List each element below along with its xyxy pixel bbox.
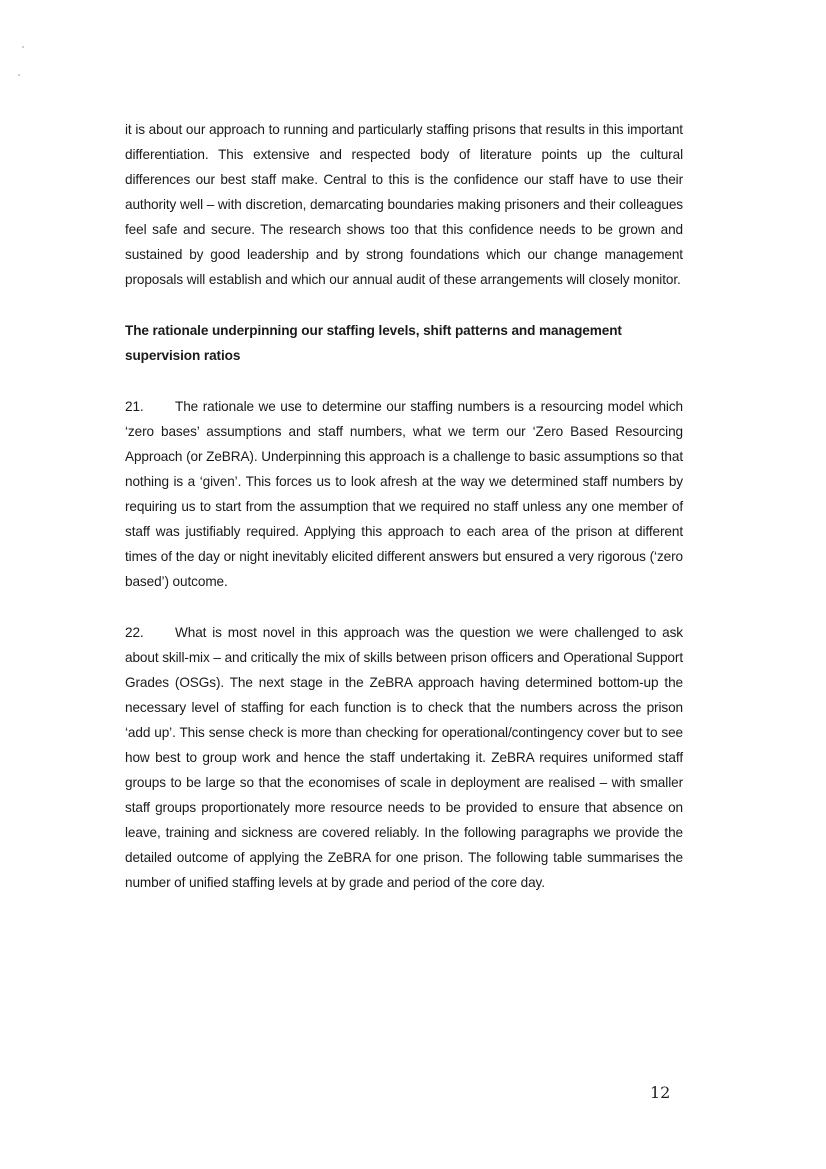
paragraph-text: What is most novel in this approach was the question we were challenged to ask about skill-mix – and critically the mix of skills between prison officers and Operational Support Grades (OSGs). The next stage in the ZeBRA approach having determined bottom-up the necessary level of staffing for each function is to check that the numbers across the prison ‘add up’. This sense check is more than checking for operational/contingency cover but to see how best to group work and hence the staff undertaking it. ZeBRA requires uniformed staff groups to be large so that the economises of scale in deployment are realised – with smaller staff groups proportionately more resource needs to be provided to ensure that absence on leave, training and sickness are covered reliably. In the following paragraphs we provide the detailed outcome of applying the ZeBRA for one prison. The following table summarises the number of unified staffing levels at by grade and period of the core day.: [125, 625, 683, 890]
scan-speck: [18, 74, 20, 76]
paragraph-number: 21.: [125, 399, 144, 414]
section-heading: The rationale underpinning our staffing levels, shift patterns and management supervision ratios: [125, 323, 622, 363]
paragraph-number: 22.: [125, 625, 144, 640]
scan-speck: [22, 46, 24, 48]
page-number: 12: [650, 1083, 671, 1102]
numbered-paragraph-21: [125, 394, 683, 594]
numbered-paragraph-22: [125, 620, 683, 895]
page-content: [125, 117, 683, 895]
paragraph-text: The rationale we use to determine our staffing numbers is a resourcing model which ‘zero bases’ assumptions and staff numbers, what we term our ‘Zero Based Resourcing Approach (or ZeBRA). Underpinning this approach is a challenge to basic assumptions so that nothing is a ‘given’. This forces us to look afresh at the way we determined staff numbers by requiring us to start from the assumption that we required no staff unless any one member of staff was justifiably required. Applying this approach to each area of the prison at different times of the day or night inevitably elicited different answers but ensured a very rigorous (‘zero based’) outcome.: [125, 399, 683, 589]
intro-paragraph: it is about our approach to running and particularly staffing prisons that results in this important differentiation. This extensive and respected body of literature points up the cultural differences our best staff make. Central to this is the confidence our staff have to use their authority well – with discretion, demarcating boundaries making prisoners and their colleagues feel safe and secure. The research shows too that this confidence needs to be grown and sustained by good leadership and by strong foundations which our change management proposals will establish and which our annual audit of these arrangements will closely monitor.: [125, 122, 683, 287]
